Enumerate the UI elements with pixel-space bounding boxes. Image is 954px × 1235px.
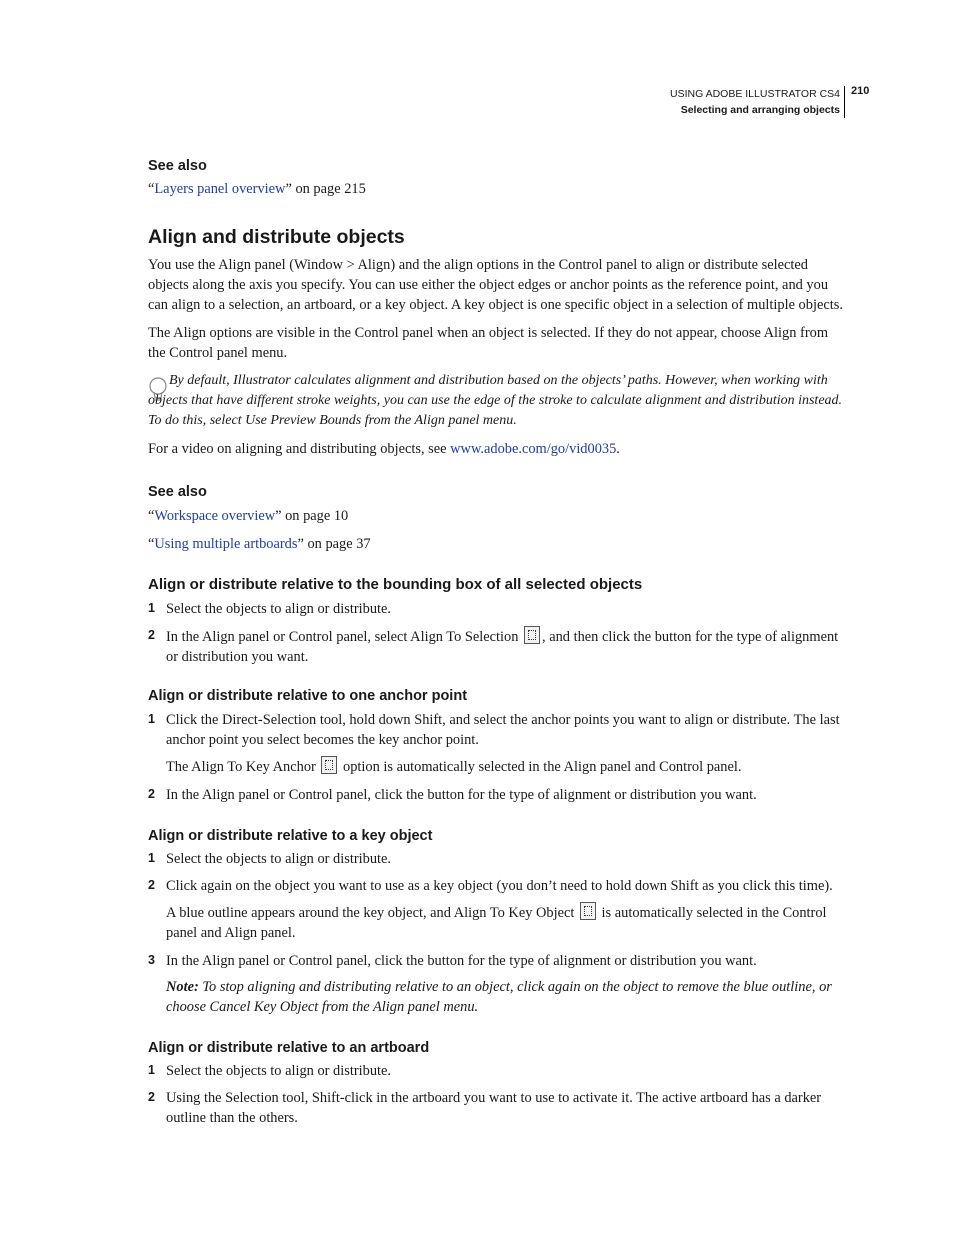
see-also-entry: “Using multiple artboards” on page 37 — [148, 536, 371, 552]
step-number: 2 — [148, 1090, 155, 1104]
anchor-point-heading: Align or distribute relative to one anchor point — [148, 688, 468, 704]
step-text: Click again on the object you want to use as a key object (you don’t need to hold down Shift as you click this time). — [166, 878, 833, 894]
step-number: 3 — [148, 953, 155, 967]
using-multiple-artboards-link[interactable]: Using multiple artboards — [154, 536, 298, 552]
align-to-selection-icon — [524, 626, 540, 644]
step-number: 1 — [148, 712, 155, 726]
running-header-section-title: Selecting and arranging objects — [680, 104, 840, 116]
step-number: 2 — [148, 878, 155, 892]
step-note: A blue outline appears around the key object, and Align To Key Object is automatically selected in the Control panel and Align panel. — [166, 902, 844, 943]
align-to-key-object-icon — [580, 902, 596, 920]
step-number: 2 — [148, 628, 155, 642]
step-text: Select the objects to align or distribute. — [166, 601, 392, 617]
section-title: Align and distribute objects — [148, 226, 405, 248]
step-number: 2 — [148, 787, 155, 801]
tip-text: By default, Illustrator calculates alignment and distribution based on the objects’ paths. However, when working with objects that have different stroke weights, you can use the edge of the stroke to calculate alignment and distribution instead. To do this, select Use Preview Bounds from the Align panel menu. — [148, 373, 843, 428]
note-paragraph: Note: To stop aligning and distributing relative to an object, click again on the object to remove the blue outline, or choose Cancel Key Object from the Align panel menu. — [166, 979, 832, 1015]
step-text: Click the Direct-Selection tool, hold down Shift, and select the anchor points you want to align or distribute. The last anchor point you select becomes the key anchor point. — [166, 712, 840, 748]
running-header-book-title: USING ADOBE ILLUSTRATOR CS4 — [670, 88, 840, 100]
step-text: Select the objects to align or distribute. — [166, 1063, 392, 1079]
intro-paragraph: You use the Align panel (Window > Align) and the align options in the Control panel to align or distribute selected objects along the axis you specify. You can use either the object edges or anchor points as the reference point, and you can align to a selection, an artboard, or a key object. A key object is one specific object in a selection of multiple objects. — [148, 257, 843, 313]
step-number: 1 — [148, 601, 155, 615]
step-text: In the Align panel or Control panel, click the button for the type of alignment or distribution you want. — [166, 953, 757, 969]
header-divider — [844, 86, 845, 118]
step-note: The Align To Key Anchor option is automatically selected in the Align panel and Control panel. — [166, 756, 844, 777]
see-also-entry: “Workspace overview” on page 10 — [148, 508, 349, 524]
step-text: Select the objects to align or distribute. — [166, 851, 392, 867]
page-number: 210 — [851, 85, 870, 97]
step-text: Using the Selection tool, Shift-click in the artboard you want to use to activate it. The active artboard has a darker outline than the others. — [166, 1090, 822, 1126]
video-link[interactable]: www.adobe.com/go/vid0035 — [450, 441, 617, 457]
workspace-overview-link[interactable]: Workspace overview — [154, 508, 276, 524]
layers-panel-overview-link[interactable]: Layers panel overview — [154, 181, 286, 197]
video-paragraph: For a video on aligning and distributing objects, see www.adobe.com/go/vid0035. — [148, 441, 620, 457]
bounding-box-heading: Align or distribute relative to the bounding box of all selected objects — [148, 576, 643, 593]
step-text: In the Align panel or Control panel, click the button for the type of alignment or distribution you want. — [166, 787, 757, 803]
step-number: 1 — [148, 851, 155, 865]
see-also-entry: “Layers panel overview” on page 215 — [148, 181, 366, 197]
artboard-heading: Align or distribute relative to an artboard — [148, 1040, 430, 1056]
see-also-heading: See also — [148, 158, 207, 174]
align-to-key-anchor-icon — [321, 756, 337, 774]
step-number: 1 — [148, 1063, 155, 1077]
control-panel-paragraph: The Align options are visible in the Control panel when an object is selected. If they do not appear, choose Align from the Control panel menu. — [148, 325, 829, 361]
see-also-heading: See also — [148, 484, 207, 500]
step-text: In the Align panel or Control panel, select Align To Selection , and then click the button for the type of alignment or distribution you want. — [166, 626, 844, 667]
note-label: Note: — [166, 979, 199, 995]
key-object-heading: Align or distribute relative to a key object — [148, 828, 433, 844]
